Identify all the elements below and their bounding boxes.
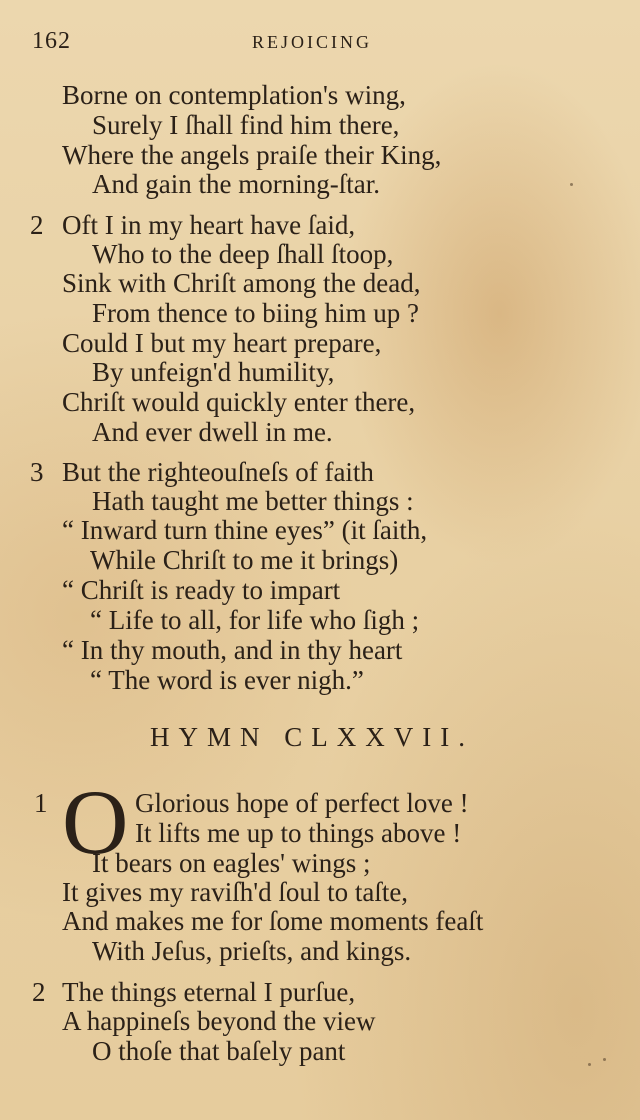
verse-line: Where the angels praiſe their King,	[62, 140, 442, 170]
paper-speck	[588, 1063, 591, 1066]
verse-line: The things eternal I purſue,	[62, 977, 356, 1007]
verse-line: Glorious hope of perfect love !	[135, 788, 469, 818]
verse-line: It lifts me up to things above !	[135, 818, 462, 848]
verse-line: Borne on contemplation's wing,	[62, 80, 406, 110]
verse-line: “ The word is ever nigh.”	[90, 665, 364, 695]
drop-cap: O	[62, 771, 129, 873]
verse-line: But the righteouſneſs of faith	[62, 457, 374, 487]
paper-speck	[603, 1058, 606, 1061]
verse-line: It gives my raviſh'd ſoul to taſte,	[62, 877, 409, 907]
verse-line: O thoſe that baſely pant	[92, 1036, 346, 1066]
verse-line: And ever dwell in me.	[92, 417, 333, 447]
hymn-title: HYMN CLXXVII.	[150, 722, 474, 752]
stanza-number: 1	[34, 788, 48, 818]
verse-line: And makes me for ſome moments feaſt	[62, 906, 484, 936]
verse-line: Could I but my heart prepare,	[62, 328, 382, 358]
paper-speck	[570, 183, 573, 186]
stanza-number: 2	[30, 210, 44, 240]
running-head: REJOICING	[252, 32, 372, 52]
verse-line: “ Chriſt is ready to impart	[62, 575, 341, 605]
stanza-number: 3	[30, 457, 44, 487]
verse-line: While Chriſt to me it brings)	[90, 545, 399, 575]
verse-line: And gain the morning-ſtar.	[92, 169, 380, 199]
page-header	[32, 28, 592, 58]
verse-line: “ In thy mouth, and in thy heart	[62, 635, 403, 665]
verse-line: Chriſt would quickly enter there,	[62, 387, 416, 417]
verse-line: “ Inward turn thine eyes” (it ſaith,	[62, 515, 428, 545]
verse-line: Surely I ſhall find him there,	[92, 110, 400, 140]
verse-line: A happineſs beyond the view	[62, 1006, 376, 1036]
verse-line: By unfeign'd humility,	[92, 357, 335, 387]
verse-line: Who to the deep ſhall ſtoop,	[92, 239, 394, 269]
page-number: 162	[32, 28, 71, 54]
verse-line: From thence to biing him up ?	[92, 298, 419, 328]
verse-line: With Jeſus, prieſts, and kings.	[92, 936, 412, 966]
stanza-number: 2	[32, 977, 46, 1007]
verse-line: “ Life to all, for life who ſigh ;	[90, 605, 420, 635]
verse-line: It bears on eagles' wings ;	[92, 848, 371, 878]
verse-line: Sink with Chriſt among the dead,	[62, 268, 421, 298]
verse-line: Oft I in my heart have ſaid,	[62, 210, 356, 240]
verse-line: Hath taught me better things :	[92, 486, 414, 516]
